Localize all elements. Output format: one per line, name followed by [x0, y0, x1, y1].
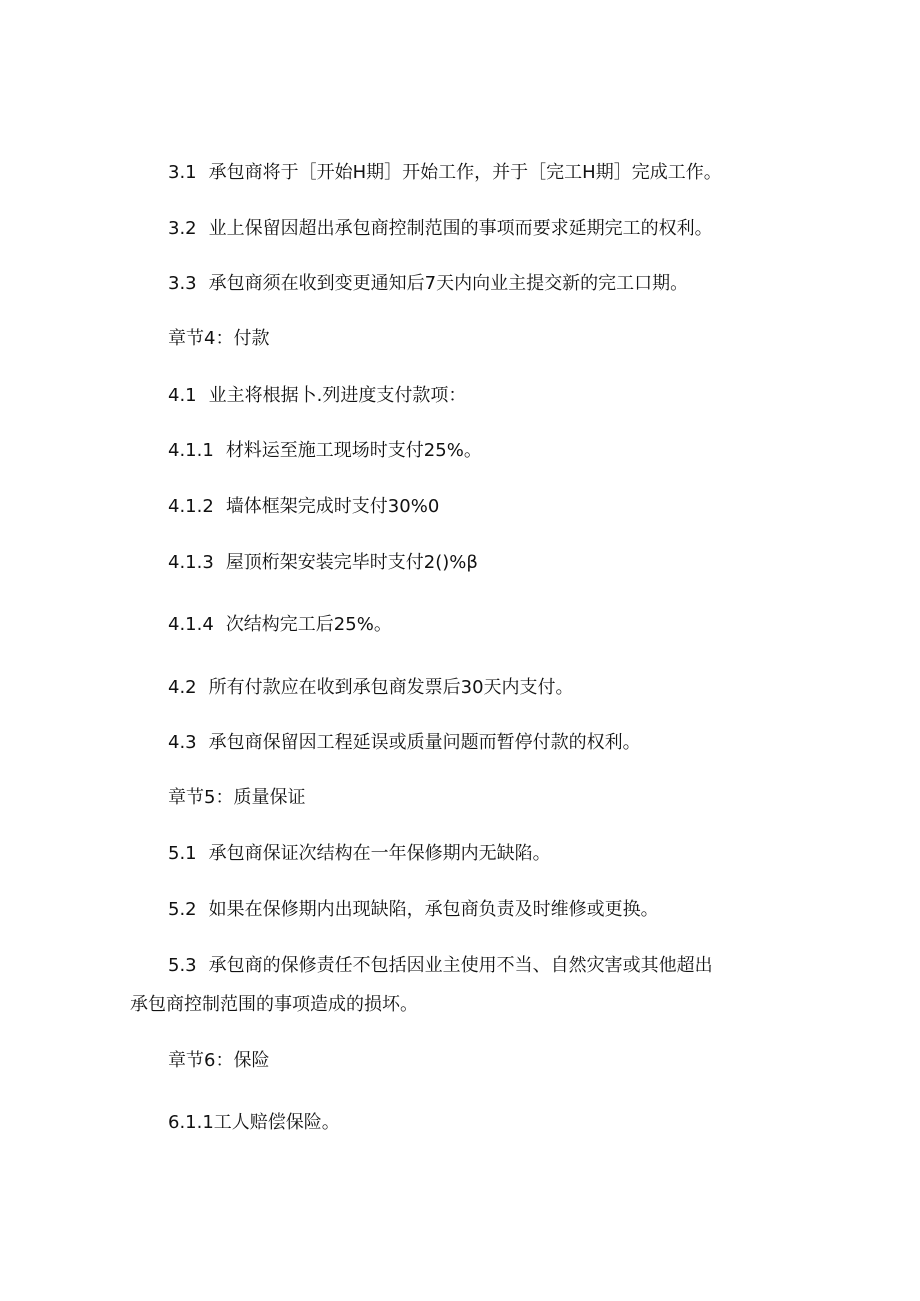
clause-text: 业主将根据卜.列进度支付款项： — [208, 385, 467, 406]
clause-5-3-continuation: 承包商控制范围的事项造成的损坏。 — [130, 994, 418, 1015]
section-heading-4 — [168, 326, 269, 352]
clause-number: 3.2 — [168, 218, 197, 239]
clause-5-1 — [168, 841, 551, 867]
clause-number: 4.1.4 — [168, 614, 214, 635]
clause-text: 承包商须在收到变更通知后7天内向业主提交新的完工口期。 — [208, 273, 689, 294]
clause-number: 5.2 — [168, 899, 197, 920]
section-heading-5 — [168, 785, 305, 811]
clause-text: 6.1.1工人赔偿保险。 — [168, 1112, 340, 1133]
clause-6-1-1 — [168, 1110, 340, 1136]
clause-4-1-4 — [168, 612, 392, 638]
clause-3-3 — [168, 271, 688, 297]
clause-number: 5.3 — [168, 955, 197, 976]
clause-4-2 — [168, 675, 574, 701]
clause-text: 屋顶桁架安装完毕时支付2()%β — [225, 552, 478, 573]
clause-4-1-3 — [168, 550, 478, 576]
clause-number: 4.1.3 — [168, 552, 214, 573]
clause-number: 4.2 — [168, 677, 197, 698]
clause-text: 业上保留因超出承包商控制范围的事项而要求延期完工的权利。 — [208, 218, 713, 239]
clause-4-1-1 — [168, 438, 482, 464]
clause-text: 承包商保证次结构在一年保修期内无缺陷。 — [208, 843, 551, 864]
clause-number: 5.1 — [168, 843, 197, 864]
clause-text: 材料运至施工现场时支付25%。 — [225, 440, 482, 461]
clause-number: 4.3 — [168, 732, 197, 753]
clause-number: 3.1 — [168, 162, 197, 183]
section-title: 章节4：付款 — [168, 328, 270, 349]
clause-text: 所有付款应在收到承包商发票后30天内支付。 — [208, 677, 574, 698]
clause-3-1 — [168, 160, 722, 186]
section-title: 章节5：质量保证 — [168, 787, 306, 808]
clause-5-3 — [168, 953, 713, 979]
clause-text: 承包商保留因工程延误或质量问题而暂停付款的权利。 — [208, 732, 641, 753]
clause-text: 如果在保修期内出现缺陷，承包商负责及时维修或更换。 — [208, 899, 659, 920]
clause-4-1-2 — [168, 494, 439, 520]
clause-3-2 — [168, 216, 713, 242]
clause-number: 4.1.1 — [168, 440, 214, 461]
clause-number: 4.1 — [168, 385, 197, 406]
clause-text: 次结构完工后25%。 — [225, 614, 392, 635]
clause-text: 墙体框架完成时支付30%0 — [225, 496, 440, 517]
clause-4-1 — [168, 383, 466, 409]
clause-text: 承包商将于［开始H期］开始工作，并于［完工H期］完成工作。 — [208, 162, 722, 183]
clause-text: 承包商的保修责任不包括因业主使用不当、自然灾害或其他超出 — [208, 955, 713, 976]
section-title: 章节6：保险 — [168, 1050, 270, 1071]
clause-5-2 — [168, 897, 659, 923]
clause-number: 3.3 — [168, 273, 197, 294]
clause-number: 4.1.2 — [168, 496, 214, 517]
section-heading-6 — [168, 1048, 269, 1074]
clause-4-3 — [168, 730, 641, 756]
